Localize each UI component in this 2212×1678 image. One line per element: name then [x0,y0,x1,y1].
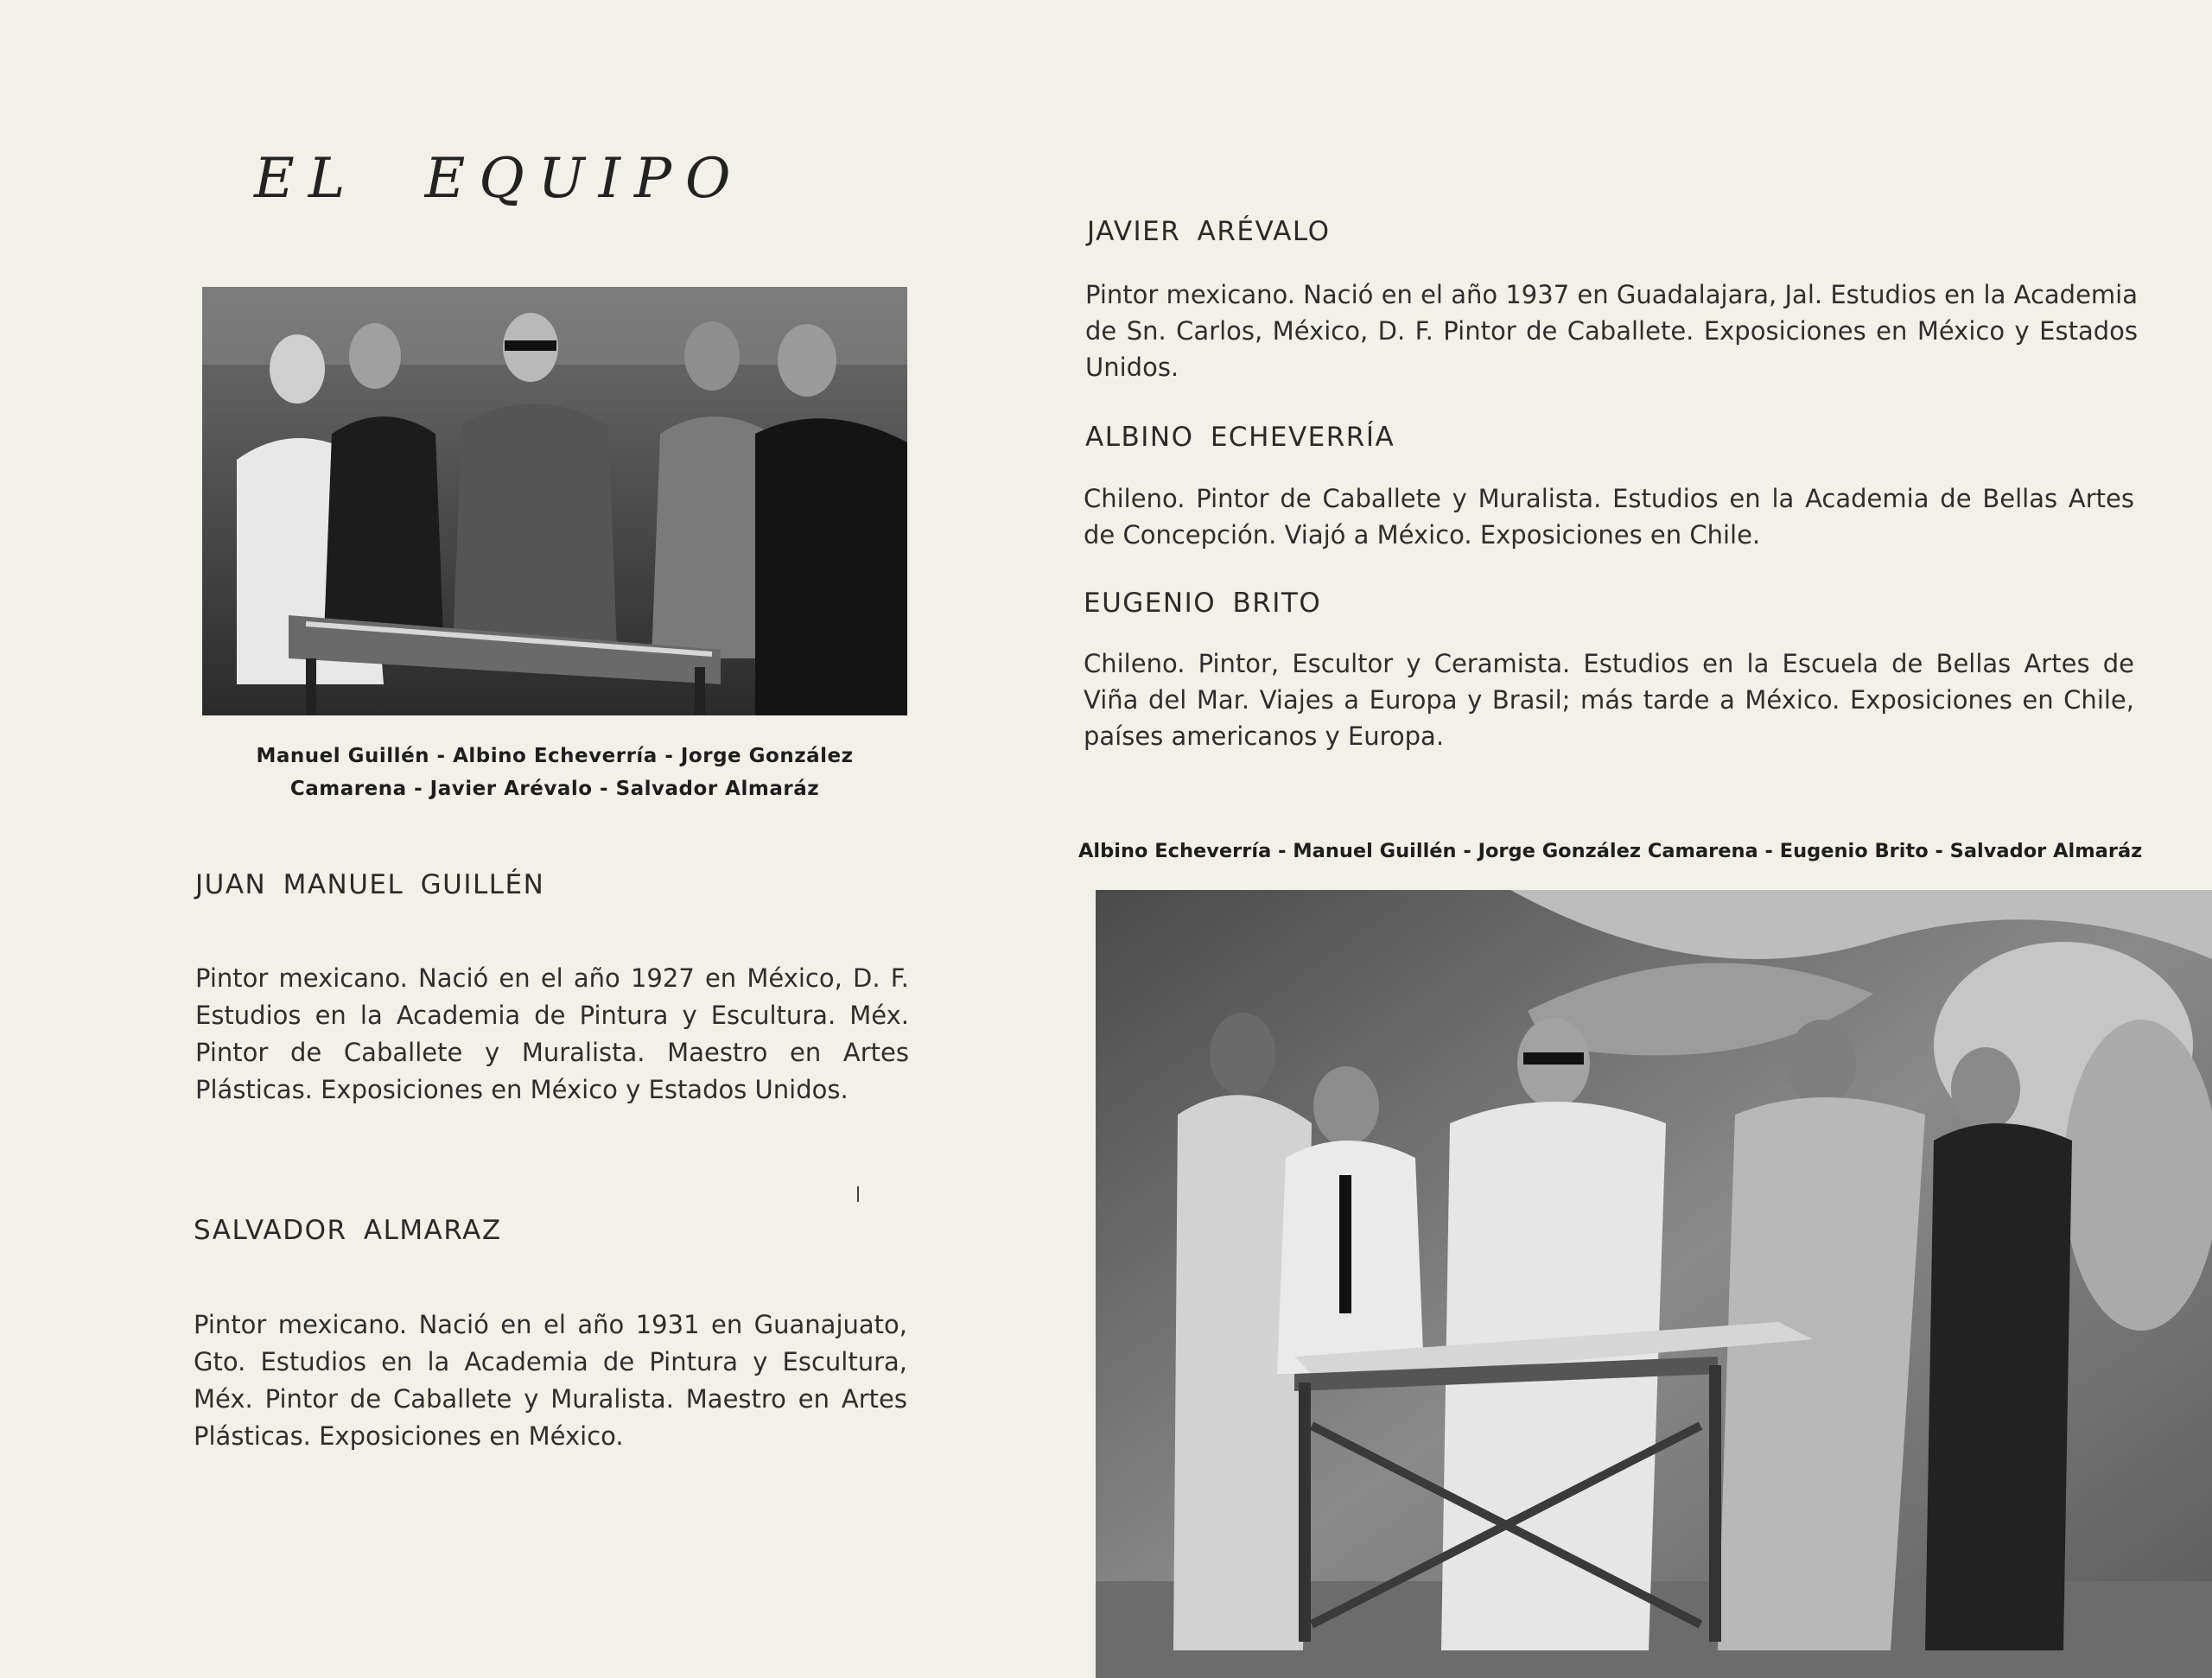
artist-bio-brito: Chileno. Pintor, Escultor y Ceramista. Estudios en la Escuela de Bellas Artes de Viña del Mar. Viajes a Europa y Brasil; más tarde a México. Exposiciones en Chile, países americanos y Europa. [1084,649,2134,751]
artist-name-guillen: JUAN MANUEL GUILLÉN [195,869,545,900]
group-photo-icon [1096,890,2212,1678]
artist-name-echeverria: ALBINO ECHEVERRÍA [1085,422,1395,453]
group-photo-icon [202,287,907,715]
artist-name-brito: EUGENIO BRITO [1084,588,1322,619]
artist-name-almaraz: SALVADOR ALMARAZ [194,1215,502,1246]
photo-caption-bottom: Albino Echeverría - Manuel Guillén - Jorge González Camarena - Eugenio Brito - Salvador Almaráz [1078,840,2143,862]
artist-bio-almaraz: Pintor mexicano. Nació en el año 1931 en Guanajuato, Gto. Estudios en la Academia de Pintura y Escultura, Méx. Pintor de Caballete y Muralista. Maestro en Artes Plásticas. Exposiciones en México. [194,1310,907,1451]
team-photo-bottom [1096,890,2212,1678]
artist-bio-echeverria: Chileno. Pintor de Caballete y Muralista. Estudios en la Academia de Bellas Artes de Concepción. Viajó a México. Exposiciones en Chile. [1084,484,2134,550]
artist-bio-arevalo: Pintor mexicano. Nació en el año 1937 en Guadalajara, Jal. Estudios en la Academia de Sn. Carlos, México, D. F. Pintor de Caballete. Exposiciones en México y Estados Unidos. [1085,280,2138,382]
artist-name-arevalo: JAVIER ARÉVALO [1087,216,1331,247]
team-photo-top [202,287,907,715]
artist-bio-guillen: Pintor mexicano. Nació en el año 1927 en México, D. F. Estudios en la Academia de Pintura y Escultura. Méx. Pintor de Caballete y Muralista. Maestro en Artes Plásticas. Exposiciones en México y Estados Unidos. [195,963,909,1104]
page-title: EL EQUIPO [254,147,745,211]
photo-caption-top: Manuel Guillén - Albino Echeverría - Jorge González Camarena - Javier Arévalo - Salvador Almaráz [256,745,854,800]
stray-mark [857,1186,859,1202]
